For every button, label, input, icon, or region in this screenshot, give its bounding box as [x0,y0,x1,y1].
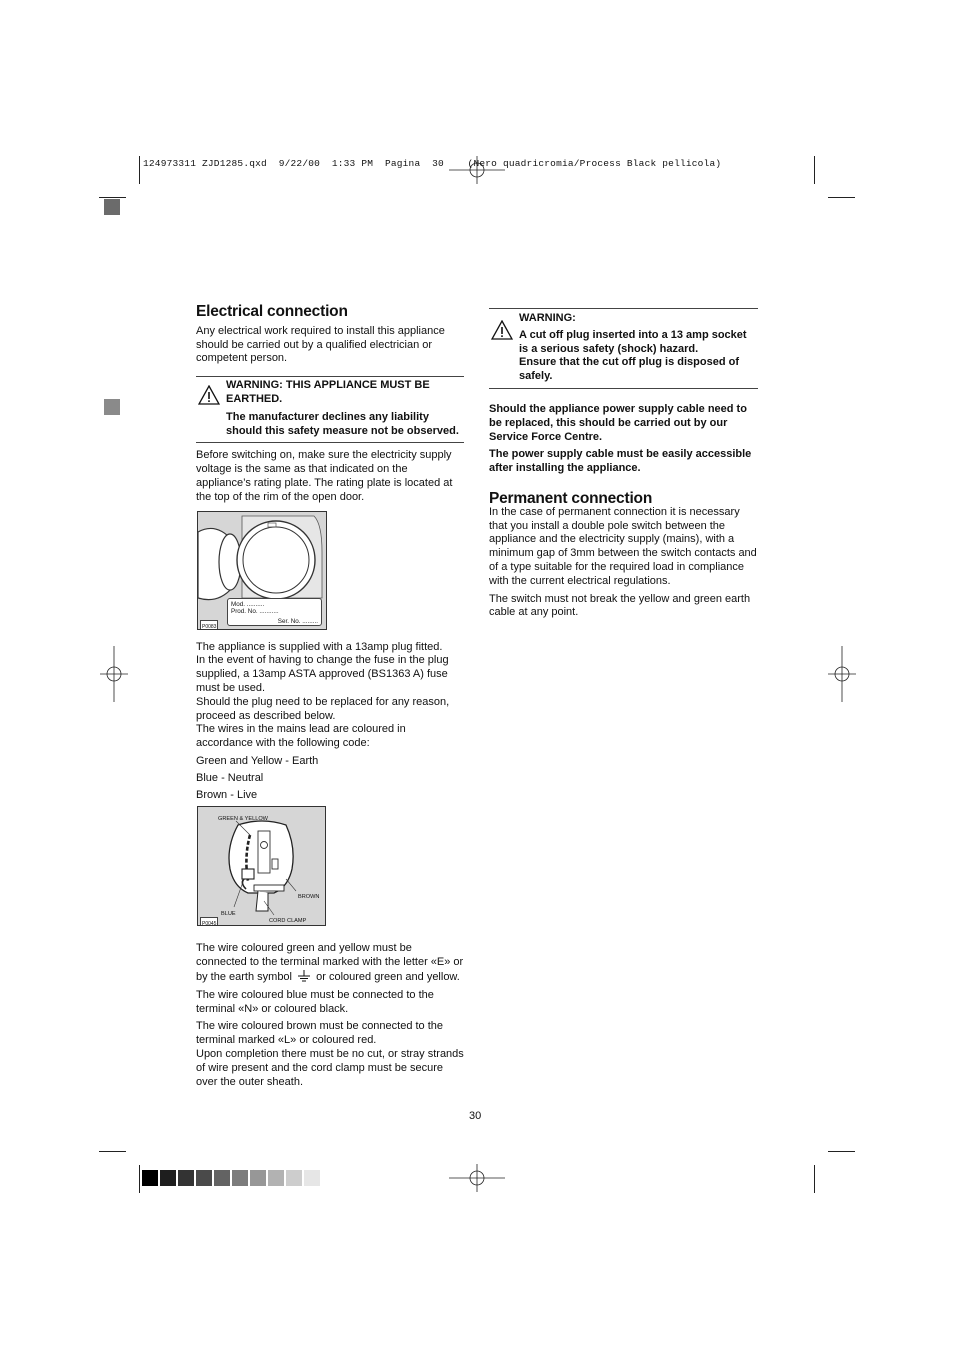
colour-swatch [232,1170,248,1186]
rating-mod: Mod. .......... [231,600,265,608]
dispose-safely: Ensure that the cut off plug is disposed of safely. [519,356,740,383]
accessible-cable-text: The power supply cable must be easily accessible after installing the appliance. [489,448,752,475]
brown-wire-text: The wire coloured brown must be connected to the terminal marked «L» or coloured red. [196,1020,444,1047]
completion-text: Upon completion there must be no cut, or stray strands of wire present and the cord clamp must be secure over the outer sheath. [196,1047,464,1088]
margin-marker [104,199,120,215]
section-title-electrical: Electrical connection [196,303,348,320]
blue-wire-text: The wire coloured blue must be connected to the terminal «N» or coloured black. [196,988,434,1015]
rating-prod: Prod. No. ........... [231,607,279,615]
registration-mark-left [86,646,142,702]
crop-mark-bl-h [99,1151,126,1152]
label-blue: BLUE [221,911,236,918]
wires-text: The wires in the mains lead are coloured in accordance with the following code: [196,723,406,750]
rating-plate-label [227,598,322,626]
crop-mark-tr-v [814,156,815,184]
code-earth: Green and Yellow - Earth [196,754,319,767]
label-cord-clamp: CORD CLAMP [269,918,307,925]
warning-triangle-icon [491,320,513,340]
rating-ser: Ser. No. ......... [277,617,318,625]
crop-mark-br-v [814,1165,815,1193]
replace-text: Should the plug need to be replaced for any reason, proceed as described below. [196,695,450,722]
green-yellow-wire-part1: The wire coloured green and yellow must be connected to the terminal marked with the letter «E» or by the earth symbol [196,942,464,983]
right-column [489,308,758,620]
registration-mark-right [814,646,870,702]
before-switching-text: Before switching on, make sure the electricity supply voltage is the same as that indicated on the appliance’s rating plate. The rating plate is located at the top of the rim of the open door. [196,449,453,503]
printer-slug: 124973311 ZJD1285.qxd 9/22/00 1:33 PM Pagina 30 (Nero quadricromia/Process Black pellicola) [143,158,722,169]
colour-swatch [304,1170,320,1186]
crop-mark-tl-h [99,197,126,198]
section-title-permanent: Permanent connection [489,489,653,507]
colour-swatch [286,1170,302,1186]
earth-symbol-icon [297,970,311,982]
colour-swatch [196,1170,212,1186]
figure-plug-wiring [197,806,326,926]
page-number: 30 [469,1110,482,1122]
code-neutral: Blue - Neutral [196,771,264,784]
registration-mark-bottom [449,1150,505,1206]
warning-triangle-icon [198,385,220,405]
left-column [196,305,464,1089]
earth-warning-box [196,376,464,443]
crop-mark-tl-v [139,156,140,184]
colour-swatch [160,1170,176,1186]
colour-swatch [142,1170,158,1186]
figure-plug-wrap [196,806,464,932]
supplied-text: The appliance is supplied with a 13amp plug fitted. [196,640,443,653]
figure-rating-plate [197,511,327,630]
label-green-yellow: GREEN & YELLOW [218,816,268,823]
fuse-text: In the event of having to change the fuse in the plug supplied, a 13amp ASTA approved (BS1363 A) fuse must be used. [196,654,449,694]
colour-swatch [178,1170,194,1186]
intro-text: Any electrical work required to install this appliance should be carried out by a qualified electrician or competent person. [196,324,445,365]
margin-marker [104,399,120,415]
figure-rating-plate-wrap [196,511,464,631]
colour-swatch [268,1170,284,1186]
colour-swatch [250,1170,266,1186]
cut-off-plug-warning-box [489,308,758,389]
warning-title: WARNING: [519,312,576,324]
figure-code: P0083 [200,620,218,630]
switch-text: The switch must not break the yellow and green earth cable at any point. [489,592,751,619]
earth-warning-title: WARNING: THIS APPLIANCE MUST BE EARTHED. [226,379,430,405]
earth-warning-text: The manufacturer declines any liability should this safety measure not be observed. [226,410,459,437]
figure-code: P0045 [200,917,218,926]
label-brown: BROWN [298,894,320,901]
crop-mark-br-h [828,1151,855,1152]
crop-mark-tr-h [828,197,855,198]
registration-mark-top [449,142,505,198]
code-live: Brown - Live [196,788,258,801]
permanent-connection-text: In the case of permanent connection it is necessary that you install a double pole switch between the appliance and the electricity supply (mains), with a minimum gap of 3mm between the switch contacts and of a type suitable for the required load in compliance with the current electrical regulations. [489,505,757,587]
cut-off-plug-hazard: A cut off plug inserted into a 13 amp socket is a serious safety (shock) hazard. [519,328,747,355]
green-yellow-wire-text [196,942,464,984]
green-yellow-wire-part2: or coloured green and yellow. [316,970,460,983]
colour-swatch [214,1170,230,1186]
service-force-text: Should the appliance power supply cable need to be replaced, this should be carried out by our Service Force Centre. [489,402,747,443]
crop-mark-bl-v [139,1165,140,1193]
